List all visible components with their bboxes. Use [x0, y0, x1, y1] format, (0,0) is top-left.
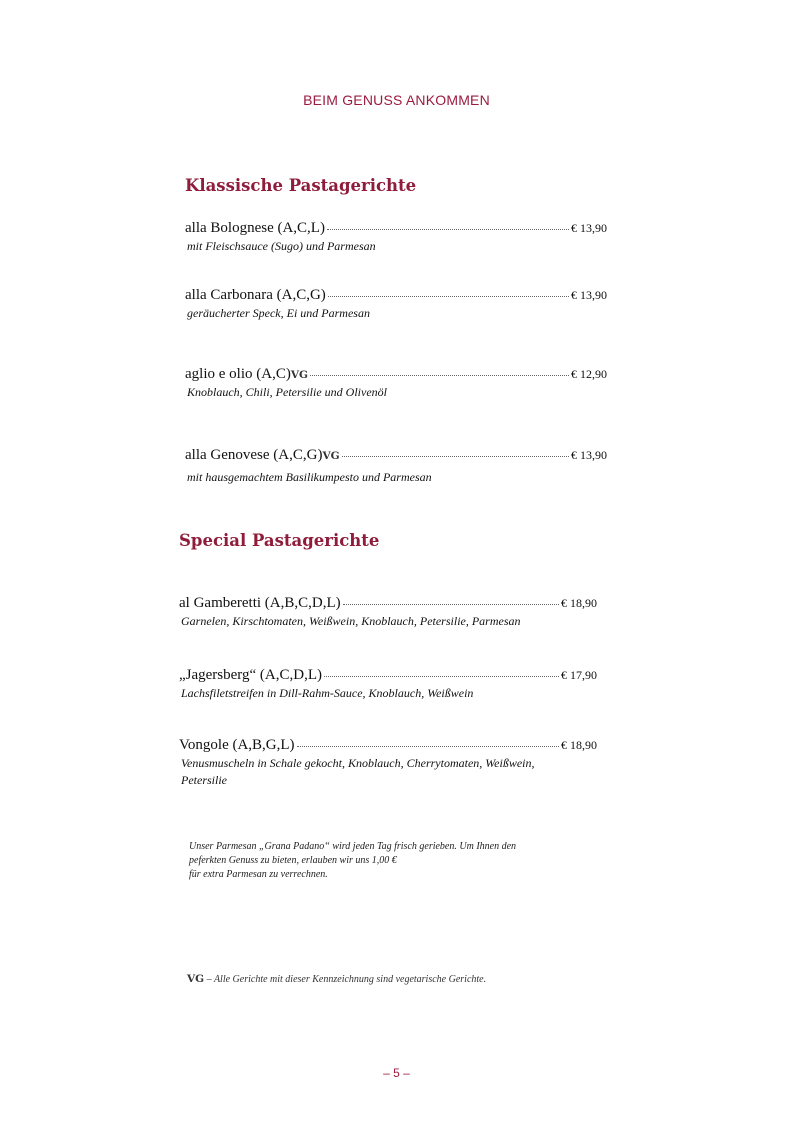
- page-number: – 5 –: [383, 1066, 410, 1080]
- note-line: für extra Parmesan zu verrechnen.: [189, 869, 328, 880]
- item-price: € 12,90: [571, 367, 607, 381]
- menu-item-jagersberg: [179, 667, 597, 702]
- dot-leader: [324, 676, 559, 677]
- menu-item-gamberetti: [179, 595, 597, 630]
- note-line: Unser Parmesan „Grana Padano“ wird jeden Tag frisch gerieben. Um Ihnen den: [189, 841, 517, 852]
- item-name: alla Genovese (A,C,G): [185, 447, 323, 463]
- menu-item-genovese: [185, 447, 607, 486]
- item-name: alla Bolognese (A,C,L): [185, 220, 325, 236]
- item-price: € 13,90: [571, 448, 607, 462]
- item-price: € 18,90: [561, 738, 597, 752]
- dot-leader: [328, 296, 569, 297]
- item-name: „Jagersberg“ (A,C,D,L): [179, 667, 323, 683]
- dot-leader: [310, 375, 569, 376]
- item-description: mit hausgemachtem Basilikumpesto und Parmesan: [187, 470, 432, 484]
- item-description: Knoblauch, Chili, Petersilie und Olivenöl: [187, 385, 387, 399]
- item-description: mit Fleischsauce (Sugo) und Parmesan: [187, 239, 376, 253]
- menu-item-aglio-olio: [185, 366, 607, 401]
- vg-legend: [187, 973, 486, 985]
- item-description: geräucherter Speck, Ei und Parmesan: [187, 306, 370, 320]
- item-description: Garnelen, Kirschtomaten, Weißwein, Knoblauch, Petersilie, Parmesan: [181, 614, 521, 628]
- vg-legend-text: – Alle Gerichte mit dieser Kennzeichnung sind vegetarische Gerichte.: [204, 974, 487, 985]
- item-description: Lachsfiletstreifen in Dill-Rahm-Sauce, Knoblauch, Weißwein: [181, 686, 474, 700]
- item-price: € 18,90: [561, 596, 597, 610]
- item-description: Venusmuscheln in Schale gekocht, Knoblauch, Cherrytomaten, Weißwein, Petersilie: [181, 756, 535, 787]
- vg-mark: VG: [187, 973, 205, 985]
- item-price: € 13,90: [571, 288, 607, 302]
- dot-leader: [342, 456, 569, 457]
- menu-item-vongole: [179, 737, 597, 789]
- menu-item-carbonara: [185, 287, 607, 322]
- vg-mark: VG: [322, 450, 340, 462]
- parmesan-note: [189, 840, 579, 882]
- dot-leader: [343, 604, 559, 605]
- vg-mark: VG: [290, 369, 308, 381]
- item-name: Vongole (A,B,G,L): [179, 737, 295, 753]
- item-name: al Gamberetti (A,B,C,D,L): [179, 595, 341, 611]
- item-name: aglio e olio (A,C): [185, 366, 291, 382]
- dot-leader: [327, 229, 569, 230]
- item-price: € 17,90: [561, 668, 597, 682]
- section-title-classic: Klassische Pastagerichte: [185, 176, 417, 195]
- item-price: € 13,90: [571, 221, 607, 235]
- menu-item-bolognese: [185, 220, 607, 255]
- dot-leader: [297, 746, 559, 747]
- page-header: BEIM GENUSS ANKOMMEN: [303, 92, 490, 108]
- item-name: alla Carbonara (A,C,G): [185, 287, 326, 303]
- section-title-special: Special Pastagerichte: [179, 531, 380, 550]
- note-line: peferkten Genuss zu bieten, erlauben wir uns 1,00 €: [189, 855, 397, 866]
